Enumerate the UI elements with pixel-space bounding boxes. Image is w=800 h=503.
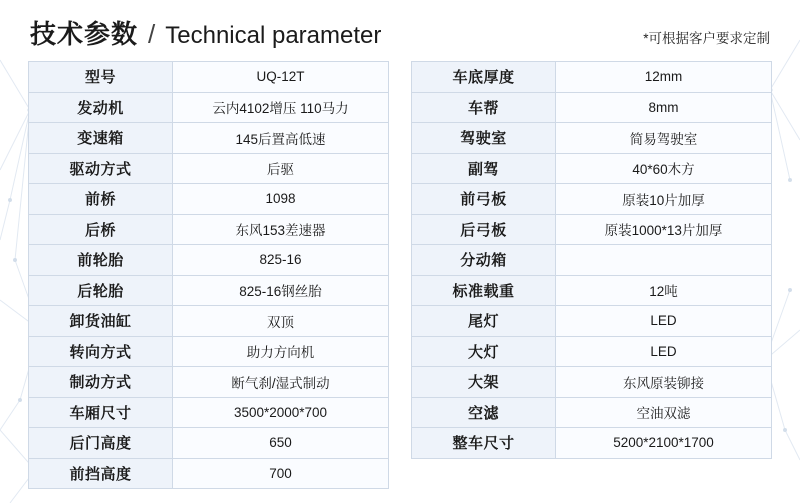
table-row bbox=[29, 458, 389, 489]
customization-note: *可根据客户要求定制 bbox=[643, 31, 770, 46]
spec-value: 后驱 bbox=[173, 153, 389, 184]
table-row bbox=[412, 306, 772, 337]
spec-label: 大架 bbox=[412, 367, 556, 398]
spec-value: 5200*2100*1700 bbox=[556, 428, 772, 459]
spec-label: 大灯 bbox=[412, 336, 556, 367]
spec-value: LED bbox=[556, 336, 772, 367]
spec-label: 分动箱 bbox=[412, 245, 556, 276]
spec-label: 型号 bbox=[29, 62, 173, 93]
table-row bbox=[412, 428, 772, 459]
spec-label: 后弓板 bbox=[412, 214, 556, 245]
spec-label: 整车尺寸 bbox=[412, 428, 556, 459]
table-row bbox=[29, 367, 389, 398]
title-separator: / bbox=[148, 19, 156, 49]
table-row bbox=[29, 184, 389, 215]
spec-value: 12mm bbox=[556, 62, 772, 93]
spec-label: 后桥 bbox=[29, 214, 173, 245]
table-row bbox=[412, 153, 772, 184]
spec-value: 145后置高低速 bbox=[173, 123, 389, 154]
table-row bbox=[29, 123, 389, 154]
right-spec-table bbox=[411, 61, 772, 489]
spec-value: 825-16钢丝胎 bbox=[173, 275, 389, 306]
spec-label: 车厢尺寸 bbox=[29, 397, 173, 428]
spec-value bbox=[556, 245, 772, 276]
spec-label: 后门高度 bbox=[29, 428, 173, 459]
spec-value: 原装10片加厚 bbox=[556, 184, 772, 215]
spec-label: 车帮 bbox=[412, 92, 556, 123]
spec-label: 前轮胎 bbox=[29, 245, 173, 276]
spec-value: 空油双滤 bbox=[556, 397, 772, 428]
table-row bbox=[29, 153, 389, 184]
spec-label: 卸货油缸 bbox=[29, 306, 173, 337]
spec-value: 云内4102增压 110马力 bbox=[173, 92, 389, 123]
spec-value: 40*60木方 bbox=[556, 153, 772, 184]
spec-label: 驾驶室 bbox=[412, 123, 556, 154]
spec-value: 3500*2000*700 bbox=[173, 397, 389, 428]
table-row bbox=[412, 92, 772, 123]
table-row bbox=[412, 275, 772, 306]
page-header bbox=[28, 14, 772, 61]
spec-value-empty bbox=[556, 458, 772, 489]
table-row bbox=[412, 367, 772, 398]
spec-value: 8mm bbox=[556, 92, 772, 123]
left-spec-table bbox=[28, 61, 389, 489]
spec-value: 简易驾驶室 bbox=[556, 123, 772, 154]
spec-value: 东风原装铆接 bbox=[556, 367, 772, 398]
spec-label: 后轮胎 bbox=[29, 275, 173, 306]
spec-value: 断气刹/湿式制动 bbox=[173, 367, 389, 398]
spec-value: UQ-12T bbox=[173, 62, 389, 93]
table-row bbox=[412, 62, 772, 93]
spec-label: 尾灯 bbox=[412, 306, 556, 337]
table-row bbox=[29, 62, 389, 93]
page-title-en: Technical parameter bbox=[165, 22, 382, 49]
spec-label-empty bbox=[412, 458, 556, 489]
spec-label: 前挡高度 bbox=[29, 458, 173, 489]
table-row bbox=[29, 275, 389, 306]
spec-value: LED bbox=[556, 306, 772, 337]
spec-label: 标准载重 bbox=[412, 275, 556, 306]
table-row bbox=[29, 214, 389, 245]
table-row bbox=[29, 245, 389, 276]
spec-label: 空滤 bbox=[412, 397, 556, 428]
spec-value: 700 bbox=[173, 458, 389, 489]
spec-value: 原装1000*13片加厚 bbox=[556, 214, 772, 245]
table-row-empty bbox=[412, 458, 772, 489]
spec-label: 发动机 bbox=[29, 92, 173, 123]
spec-label: 驱动方式 bbox=[29, 153, 173, 184]
spec-value: 东风153差速器 bbox=[173, 214, 389, 245]
spec-label: 副驾 bbox=[412, 153, 556, 184]
table-row bbox=[412, 184, 772, 215]
table-row bbox=[29, 336, 389, 367]
table-row bbox=[29, 428, 389, 459]
spec-value: 825-16 bbox=[173, 245, 389, 276]
spec-label: 车底厚度 bbox=[412, 62, 556, 93]
page-title-cn: 技术参数 bbox=[30, 19, 139, 49]
table-gap bbox=[389, 61, 411, 489]
table-row bbox=[412, 397, 772, 428]
spec-label: 变速箱 bbox=[29, 123, 173, 154]
spec-value: 12吨 bbox=[556, 275, 772, 306]
spec-value: 助力方向机 bbox=[173, 336, 389, 367]
table-row bbox=[412, 245, 772, 276]
page-title bbox=[30, 14, 381, 51]
spec-label: 前桥 bbox=[29, 184, 173, 215]
spec-value: 1098 bbox=[173, 184, 389, 215]
spec-value: 双顶 bbox=[173, 306, 389, 337]
table-row bbox=[412, 214, 772, 245]
table-row bbox=[29, 306, 389, 337]
spec-tables bbox=[28, 61, 772, 489]
table-row bbox=[29, 397, 389, 428]
spec-label: 前弓板 bbox=[412, 184, 556, 215]
spec-label: 转向方式 bbox=[29, 336, 173, 367]
table-row bbox=[412, 123, 772, 154]
spec-value: 650 bbox=[173, 428, 389, 459]
table-row bbox=[412, 336, 772, 367]
spec-label: 制动方式 bbox=[29, 367, 173, 398]
table-row bbox=[29, 92, 389, 123]
